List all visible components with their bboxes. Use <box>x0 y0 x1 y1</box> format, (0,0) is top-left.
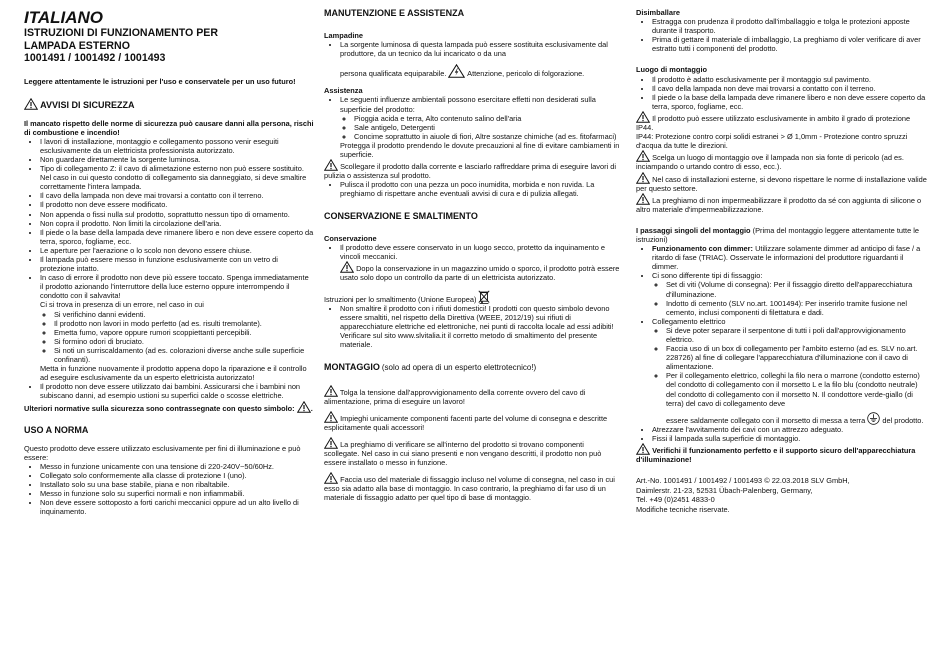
list-item: • Pulisca il prodotto con una pezza un poco inumidita, morbida e non ruvida. La preghiamo di rispettare anche eventuali avvisi di cura e di pulizia allegati. <box>340 180 620 198</box>
mounting-heading-sub: (solo ad opera di un esperto elettrotecnico!) <box>381 362 537 372</box>
doc-title-line-2: LAMPADA ESTERNO <box>24 39 130 52</box>
intro-note: Leggere attentamente le istruzioni per l'uso e conservatele per un uso futuro! <box>24 76 296 86</box>
ip-note <box>636 111 928 132</box>
error-list <box>24 310 314 365</box>
safety-list <box>24 137 314 301</box>
unpack-list <box>636 17 928 53</box>
conservation-warning <box>324 261 620 282</box>
mounting-note-2 <box>324 411 620 432</box>
check-note <box>636 443 928 464</box>
warning-icon <box>636 172 650 184</box>
lamp-list <box>324 40 620 78</box>
lamp-text-2: persona qualificata equiparabile. <box>340 69 447 79</box>
warning-icon <box>324 472 338 484</box>
list-item: • Il piede o la base della lampada deve rimanere libero e non deve essere coperto da terra, sporco, fogliame, ecc. <box>40 228 314 246</box>
mounting-heading-text: MONTAGGIO <box>324 361 380 372</box>
list-item: • Fissi il lampada sulla superficie di montaggio. <box>652 434 928 443</box>
language-title: ITALIANO <box>24 8 104 27</box>
warning-icon <box>340 261 354 273</box>
children-list <box>24 382 314 400</box>
list-item: • Messo in funzione solo su superfici normali e non infiammabili. <box>40 489 314 498</box>
conservation-list <box>324 243 620 261</box>
footer-line-3: Tel. +49 (0)2451 4833-0 <box>636 495 715 505</box>
mounting-note-4-text: Faccia uso del materiale di fissaggio incluso nel volume di consegna, nel caso in cui esso sia adatto alla base di montaggio. In caso contrario, la preghiamo di far uso di un materiale di fissaggio adatto per quel tipo di base di montaggio. <box>324 475 615 503</box>
electric-hazard-icon <box>448 64 465 78</box>
footer-line-4: Modifiche tecniche riservate. <box>636 504 730 514</box>
ip-definition: IP44: Protezione contro corpi solidi estranei > Ø 1,0mm - Protezione contro spruzzi d'acqua da tutte le direzioni. <box>636 132 908 151</box>
mounting-note-1-text: Tolga la tensione dall'approvvigionamento della corrente ovvero del cavo di alimentazione, prima di eseguire un lavoro! <box>324 387 586 406</box>
conservation-heading: Conservazione <box>324 233 377 243</box>
silicone-warning <box>636 193 928 214</box>
lamp-heading: Lampadine <box>324 31 364 40</box>
column-1 <box>24 8 314 516</box>
warning-icon <box>636 111 650 123</box>
list-item <box>652 317 928 425</box>
list-item: • Il prodotto non deve essere utilizzato dai bambini. Assicurarsi che i bambini non subiscano danni, ad esempio ustioni su superfici calde o scosse elettriche. <box>40 382 314 400</box>
list-item: • Non appenda o fissi nulla sul prodotto, soprattutto nessun tipo di ornamento. <box>40 210 314 219</box>
list-item: • Il prodotto è adatto esclusivamente per il montaggio sul pavimento. <box>652 75 928 84</box>
elec-sublist <box>652 326 928 425</box>
ground-symbol-icon <box>867 412 880 425</box>
list-item <box>652 271 928 316</box>
warning-icon <box>324 385 338 397</box>
lamp-line-2 <box>340 64 584 78</box>
disposal-heading-text: Istruzioni per lo smaltimento (Unione Europea) <box>324 294 477 304</box>
list-item: • Atrezzare l'avvitamento dei cavi con un attrezzo adeguato. <box>652 425 928 434</box>
list-item: • Estragga con prudenza il prodotto dall'imballaggio e tolga le protezioni apposte durante il trasporto. <box>652 17 928 35</box>
further-rules-text: Ulteriori normative sulla sicurezza sono contrassegnate con questo simbolo: <box>24 403 295 413</box>
doc-title-line-1: ISTRUZIONI DI FUNZIONAMENTO PER <box>24 27 219 39</box>
list-item: • Il lampada può essere messo in funzione esclusivamente con un vetro di protezione intatto. <box>40 255 314 273</box>
mounting-note-2-text: Impieghi unicamente componenti facenti parte del volume di consegna e descritte esplicitamente quali accessori! <box>324 413 608 432</box>
elec-last: essere saldamente collegato con il morsetto di messa a terra <box>666 415 866 425</box>
list-item: ◦ Set di viti (Volume di consegna): Per il fissaggio diretto dell'apparecchiatura d'illuminazione. <box>666 280 928 298</box>
elec-text-3: Per il collegamento elettrico, colleghi la filo nera o marrone (condotto esterno) del condotto di collegamento con il morsetto L e la filo blu (condotto neutrale) del condotto di collegamento con il morsetto N. Il condottore verde-giallo (di terra) del cavo di collegamento deve <box>666 371 920 408</box>
disposal-list <box>324 304 620 349</box>
list-item: • Installato solo su una base stabile, piana e non ribaltabile. <box>40 480 314 489</box>
unplug-note <box>324 159 620 180</box>
outdoor-warning <box>636 172 928 193</box>
list-item: ◦ Si formino odori di bruciato. <box>54 337 314 346</box>
use-list <box>24 462 314 517</box>
elec-del: del prodotto. <box>882 415 924 425</box>
list-item: • Il cavo della lampada non deve mai trovarsi a contatto con il terreno. <box>40 191 314 200</box>
lamp-text: La sorgente luminosa di questa lampada può essere sostituita esclusivamente dal produttore, da un tecnico da lui incaricato o da una <box>340 40 608 59</box>
list-item: ◦ Sale antigelo, Detergenti <box>354 123 620 132</box>
list-item <box>340 95 620 159</box>
elec-last-line <box>666 412 928 425</box>
list-item: • Non copra il prodotto. Non limiti la circolazione dell'aria. <box>40 219 314 228</box>
disposal-heading <box>324 290 620 304</box>
list-item: • Tipo di collegamento Z: il cavo di alimetazione esterno non può essere sostituito. Nel caso in cui questo condotto di collegamento sia danneggiato, si deve smaltire correttamente l'intera lampada. <box>40 164 314 191</box>
list-item: ◦ Si deve poter separare il serpentone di tutti i poli dall'approvvigionamento elettrico. <box>666 326 928 344</box>
place-list <box>636 75 928 111</box>
column-3 <box>636 8 928 514</box>
use-heading: USO A NORMA <box>24 424 89 435</box>
list-item: • In caso di errore il prodotto non deve più essere toccato. Spenga immediatamente il prodotto azionando l'interruttore della luce esterno oppure interrompendo il condotto con il salvavita! <box>40 273 314 300</box>
use-intro: Questo prodotto deve essere utilizzato esclusivamente per fini di illuminazione e può essere: <box>24 443 301 462</box>
safety-heading <box>24 98 314 111</box>
list-item: • Prima di gettare il materiale di imballaggio, La preghiamo di voler verificare di aver estratto tutti i componenti del prodotto. <box>652 35 928 53</box>
footer-line-2: Daimlerstr. 21-23, 52531 Übach-Palenberg, Germany, <box>636 485 813 495</box>
maintenance-heading: MANUTENZIONE E ASSISTENZA <box>324 8 465 18</box>
warning-icon <box>636 443 650 455</box>
steps-list <box>636 244 928 443</box>
assist-list <box>324 95 620 159</box>
unpack-heading: Disimballare <box>636 8 680 17</box>
wheelie-bin-crossed-icon <box>478 290 490 304</box>
list-item: • Le aperture per l'aerazione o lo scolo non devono essere chiuse. <box>40 246 314 255</box>
storage-heading: CONSERVAZIONE E SMALTIMENTO <box>324 210 478 221</box>
mounting-heading <box>324 362 620 373</box>
place-heading: Luogo di montaggio <box>636 65 708 75</box>
warning-icon <box>324 437 338 449</box>
list-item: • Collegato solo conformemente alla classe di protezione I (uno). <box>40 471 314 480</box>
fix-intro: Ci sono differente tipi di fissaggio: <box>652 271 763 281</box>
list-item: ◦ Si verifichino danni evidenti. <box>54 310 314 319</box>
column-2 <box>324 8 620 502</box>
fix-sublist <box>652 280 928 316</box>
conservation-warning-text: Dopo la conservazione in un magazzino umido o sporco, il prodotto potrà essere usato solo dopo un controllo da parte di un elettricista autorizzato. <box>340 263 620 282</box>
steps-heading-sub: (Prima del montaggio leggere attentamente tutte le istruzioni) <box>636 225 920 244</box>
mounting-note-4 <box>324 472 620 502</box>
warning-icon <box>297 401 311 413</box>
assist-sublist <box>340 114 620 141</box>
list-item <box>666 371 928 424</box>
steps-heading <box>636 226 928 244</box>
list-item: ◦ Emetta fumo, vapore oppure rumori scoppiettanti percepibili. <box>54 328 314 337</box>
list-item <box>652 244 928 271</box>
list-item: • Il prodotto non deve essere modificato. <box>40 200 314 209</box>
list-item: • Il cavo della lampada non deve mai trovarsi a contatto con il terreno. <box>652 84 928 93</box>
footer-line-1: Art.-No. 1001491 / 1001492 / 1001493 © 22.03.2018 SLV GmbH, <box>636 476 850 486</box>
check-text: Verifichi il funzionamento perfetto e il supporto sicuro dell'apparecchiatura d'illuminazione! <box>636 446 916 465</box>
list-item: • I lavori di installazione, montaggio e collegamento possono venir eseguiti esclusivamente da un elettricista professionista autorizzato. <box>40 137 314 155</box>
error-intro: Ci si trova in presenza di un errore, nel caso in cui <box>40 300 204 310</box>
assist-text: Le seguenti influenze ambientali possono esercitare effetti non desiderati sulla superficie del prodotto: <box>340 95 596 114</box>
ip-note-text: Il prodotto può essere utilizzato esclusivamente in ambito il grado di protezione IP44. <box>636 113 911 133</box>
mounting-note-3 <box>324 437 620 467</box>
safety-warning: Il mancato rispetto delle norme di sicurezza può causare danni alla persona, rischi di combustione e incendio! <box>24 118 314 137</box>
list-item: ◦ Faccia uso di un box di collegamento per l'ambito esterno (ad es. SLV no.art. 228726) al fine di collegare l'apparecchiatura d'illuminazione con il cavo di alimentazione. <box>666 344 928 371</box>
warning-icon <box>324 159 338 171</box>
unplug-text: Scollegare il prodotto dalla corrente e lasciarlo raffreddare prima di eseguire lavori di pulizia o assistenza sul prodotto. <box>324 162 616 181</box>
further-rules-end: . <box>310 403 313 413</box>
clean-list <box>324 180 620 198</box>
list-item: • Messo in funzione unicamente con una tensione di 220-240V~50/60Hz. <box>40 462 314 471</box>
steps-heading-text: I passaggi singoli del montaggio <box>636 225 751 235</box>
dimmer-label: Funzionamento con dimmer: <box>652 244 754 254</box>
list-item: ◦ Concime soprattutto in aiuole di fiori, Altre sostanze chimiche (ad es. fitofarmaci) <box>354 132 620 141</box>
assist-heading: Assistenza <box>324 86 363 96</box>
silicone-warning-text: La preghiamo di non impermeabilizzare il prodotto da sé con aggiunta di silicone o altro materiale d'impermeabilizzazione. <box>636 195 922 214</box>
list-item <box>340 40 620 78</box>
elec-intro: Collegamento elettrico <box>652 316 726 326</box>
mounting-note-1 <box>324 385 620 406</box>
lamp-warning: Attenzione, pericolo di folgorazione. <box>467 69 585 79</box>
list-item: ◦ Si noti un surriscaldamento (ad es. colorazioni diverse anche sulle superficie confinanti). <box>54 346 314 364</box>
warning-icon <box>324 411 338 423</box>
list-item: • Non smaltire il prodotto con i rifiuti domestici! I prodotti con questo simbolo devono essere smaltiti, nel rispetto della Direttiva (WEEE, 2012/19) sui rifiuti di apparecchiature elettriche ed elettroniche, nei punti di raccolta locale ad essi adibiti! Verificare sul sito www.slvitalia.it il corretto metodo di smaltimento del presente materiale. <box>340 304 620 349</box>
safety-heading-text: AVVISI DI SICUREZZA <box>40 99 135 110</box>
list-item: ◦ Pioggia acida e terra, Alto contenuto salino dell'aria <box>354 114 620 123</box>
warning-icon <box>636 193 650 205</box>
location-warning-text: Scelga un luogo di montaggio ove il lampada non sia fonte di pericolo (ad es. inciampando o urtando contro di esso, ecc.). <box>636 153 904 172</box>
error-after: Metta in funzione nuovamente il prodotto appena dopo la riparazione e il controllo ad eseguire esclusivamente da un esperto elettricista autorizzato! <box>40 364 307 383</box>
outdoor-warning-text: Nel caso di installazioni esterne, si devono rispettare le norme di installazione valide per questo settore. <box>636 174 927 193</box>
list-item: • Non deve essere sottoposto a forti carichi meccanici oppure ad un alto livello di inquinamento. <box>40 498 314 516</box>
warning-icon <box>24 98 38 110</box>
mounting-note-3-text: La preghiamo di verificare se all'interno del prodotto si trovano componenti scollegate. Nel caso in cui siano presenti e non vengano descritti, il prodotto non può essere installato o messo in funzione. <box>324 439 602 468</box>
warning-icon <box>636 150 650 162</box>
footer <box>636 476 928 514</box>
list-item: ◦ Il prodotto non lavori in modo perfetto (ad es. risulti tremolante). <box>54 319 314 328</box>
dimmer-text: Utilizzare solamente dimmer ad anticipo di fase / a ritardo di fase (TRIAC). Osservate le informazioni del produttore riguardanti il dimmer. <box>652 244 921 272</box>
list-item: ◦ Indotto di cemento (SLV no.art. 1001494): Per inserirlo tramite fusione nel cemento, inclusi componenti di filettatura e dadi. <box>666 299 928 317</box>
doc-title-line-3: 1001491 / 1001492 / 1001493 <box>24 52 166 64</box>
list-item: • Il prodotto deve essere conservato in un luogo secco, protetto da inquinamento e vincoli meccanici. <box>340 243 620 261</box>
further-rules <box>24 401 314 413</box>
list-item: • Non guardare direttamente la sorgente luminosa. <box>40 155 314 164</box>
location-warning <box>636 150 928 171</box>
list-item: • Il piede o la base della lampada deve rimanere libero e non deve essere coperto da terra, sporco, fogliame, ecc. <box>652 93 928 111</box>
assist-after: Protegga il prodotto prendendo le dovute precauzioni al fine di evitare cambiamenti in superficie. <box>340 140 620 160</box>
